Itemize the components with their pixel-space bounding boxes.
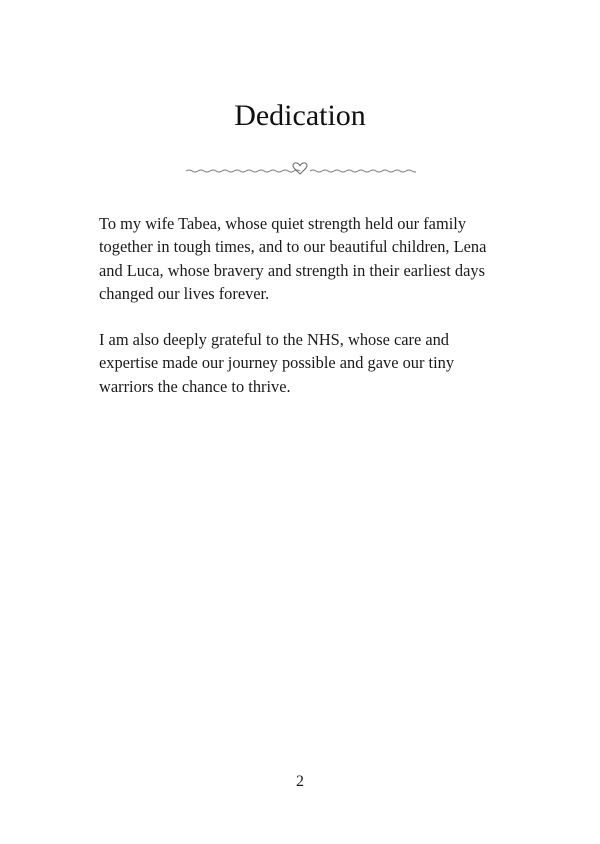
page-title: Dedication [234,99,366,132]
dedication-body [99,212,509,421]
page-number: 2 [296,773,304,790]
dedication-paragraph-family: To my wife Tabea, whose quiet strength held our family together in tough times, and to our beautiful children, Lena and Luca, whose bravery and strength in their earliest days changed our lives forever. [99,214,487,303]
dedication-paragraph-nhs: I am also deeply grateful to the NHS, whose care and expertise made our journey possible and gave our tiny warriors the chance to thrive. [99,330,455,396]
heart-divider-icon [184,160,416,178]
